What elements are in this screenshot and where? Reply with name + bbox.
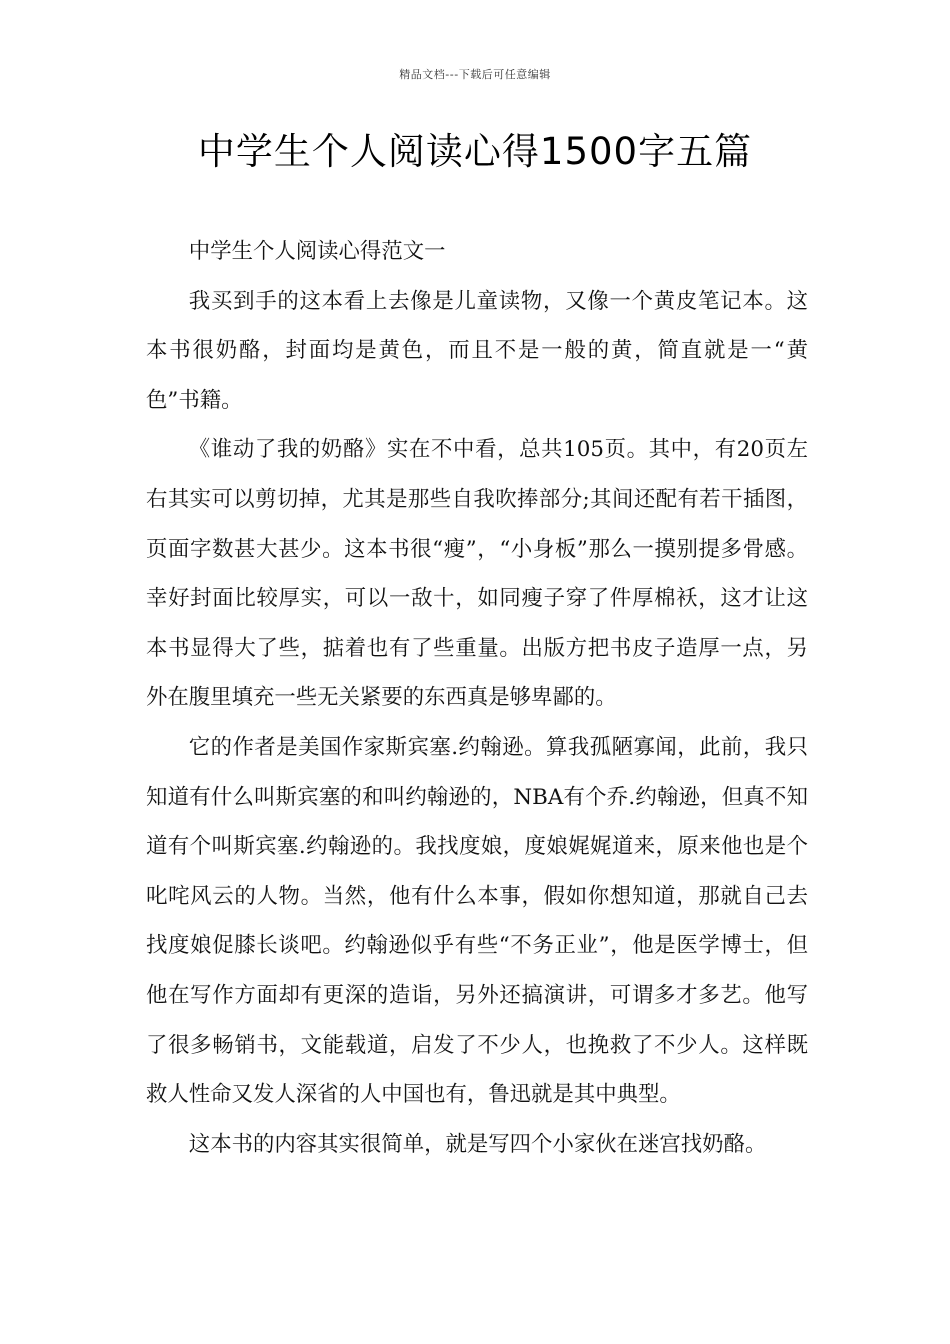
body-paragraph: 我买到手的这本看上去像是儿童读物，又像一个黄皮笔记本。这本书很奶酪，封面均是黄色，而且不是一般的黄，简直就是一“黄色”书籍。 bbox=[146, 288, 808, 413]
body-paragraph: 这本书的内容其实很简单，就是写四个小家伙在迷宫找奶酪。 bbox=[188, 1131, 767, 1157]
body-paragraph: 《谁动了我的奶酪》实在不中看，总共105页。其中，有20页左右其实可以剪切掉，尤其是那些自我吹捧部分;其间还配有若干插图，页面字数甚大甚少。这本书很“瘦”，“小身板”那么一摸别提多骨感。幸好封面比较厚实，可以一敌十，如同瘦子穿了件厚棉袄，这才让这本书显得大了些，掂着也有了些重量。出版方把书皮子造厚一点，另外在腹里填充一些无关紧要的东西真是够卑鄙的。 bbox=[146, 437, 808, 711]
document-title: 中学生个人阅读心得1500字五篇 bbox=[197, 130, 753, 173]
body-paragraph: 它的作者是美国作家斯宾塞.约翰逊。算我孤陋寡闻，此前，我只知道有什么叫斯宾塞的和叫约翰逊的，NBA有个乔.约翰逊，但真不知道有个叫斯宾塞.约翰逊的。我找度娘，度娘娓娓道来，原来他也是个叱咤风云的人物。当然，他有什么本事，假如你想知道，那就自己去找度娘促膝长谈吧。约翰逊似乎有些“不务正业”，他是医学博士，但他在写作方面却有更深的造诣，另外还搞演讲，可谓多才多艺。他写了很多畅销书，文能载道，启发了不少人，也挽救了不少人。这样既救人性命又发人深省的人中国也有，鲁迅就是其中典型。 bbox=[146, 734, 808, 1108]
header-note: 精品文档---下载后可任意编辑 bbox=[399, 68, 551, 81]
section-heading: 中学生个人阅读心得范文一 bbox=[188, 239, 446, 264]
document-body bbox=[146, 227, 808, 1169]
